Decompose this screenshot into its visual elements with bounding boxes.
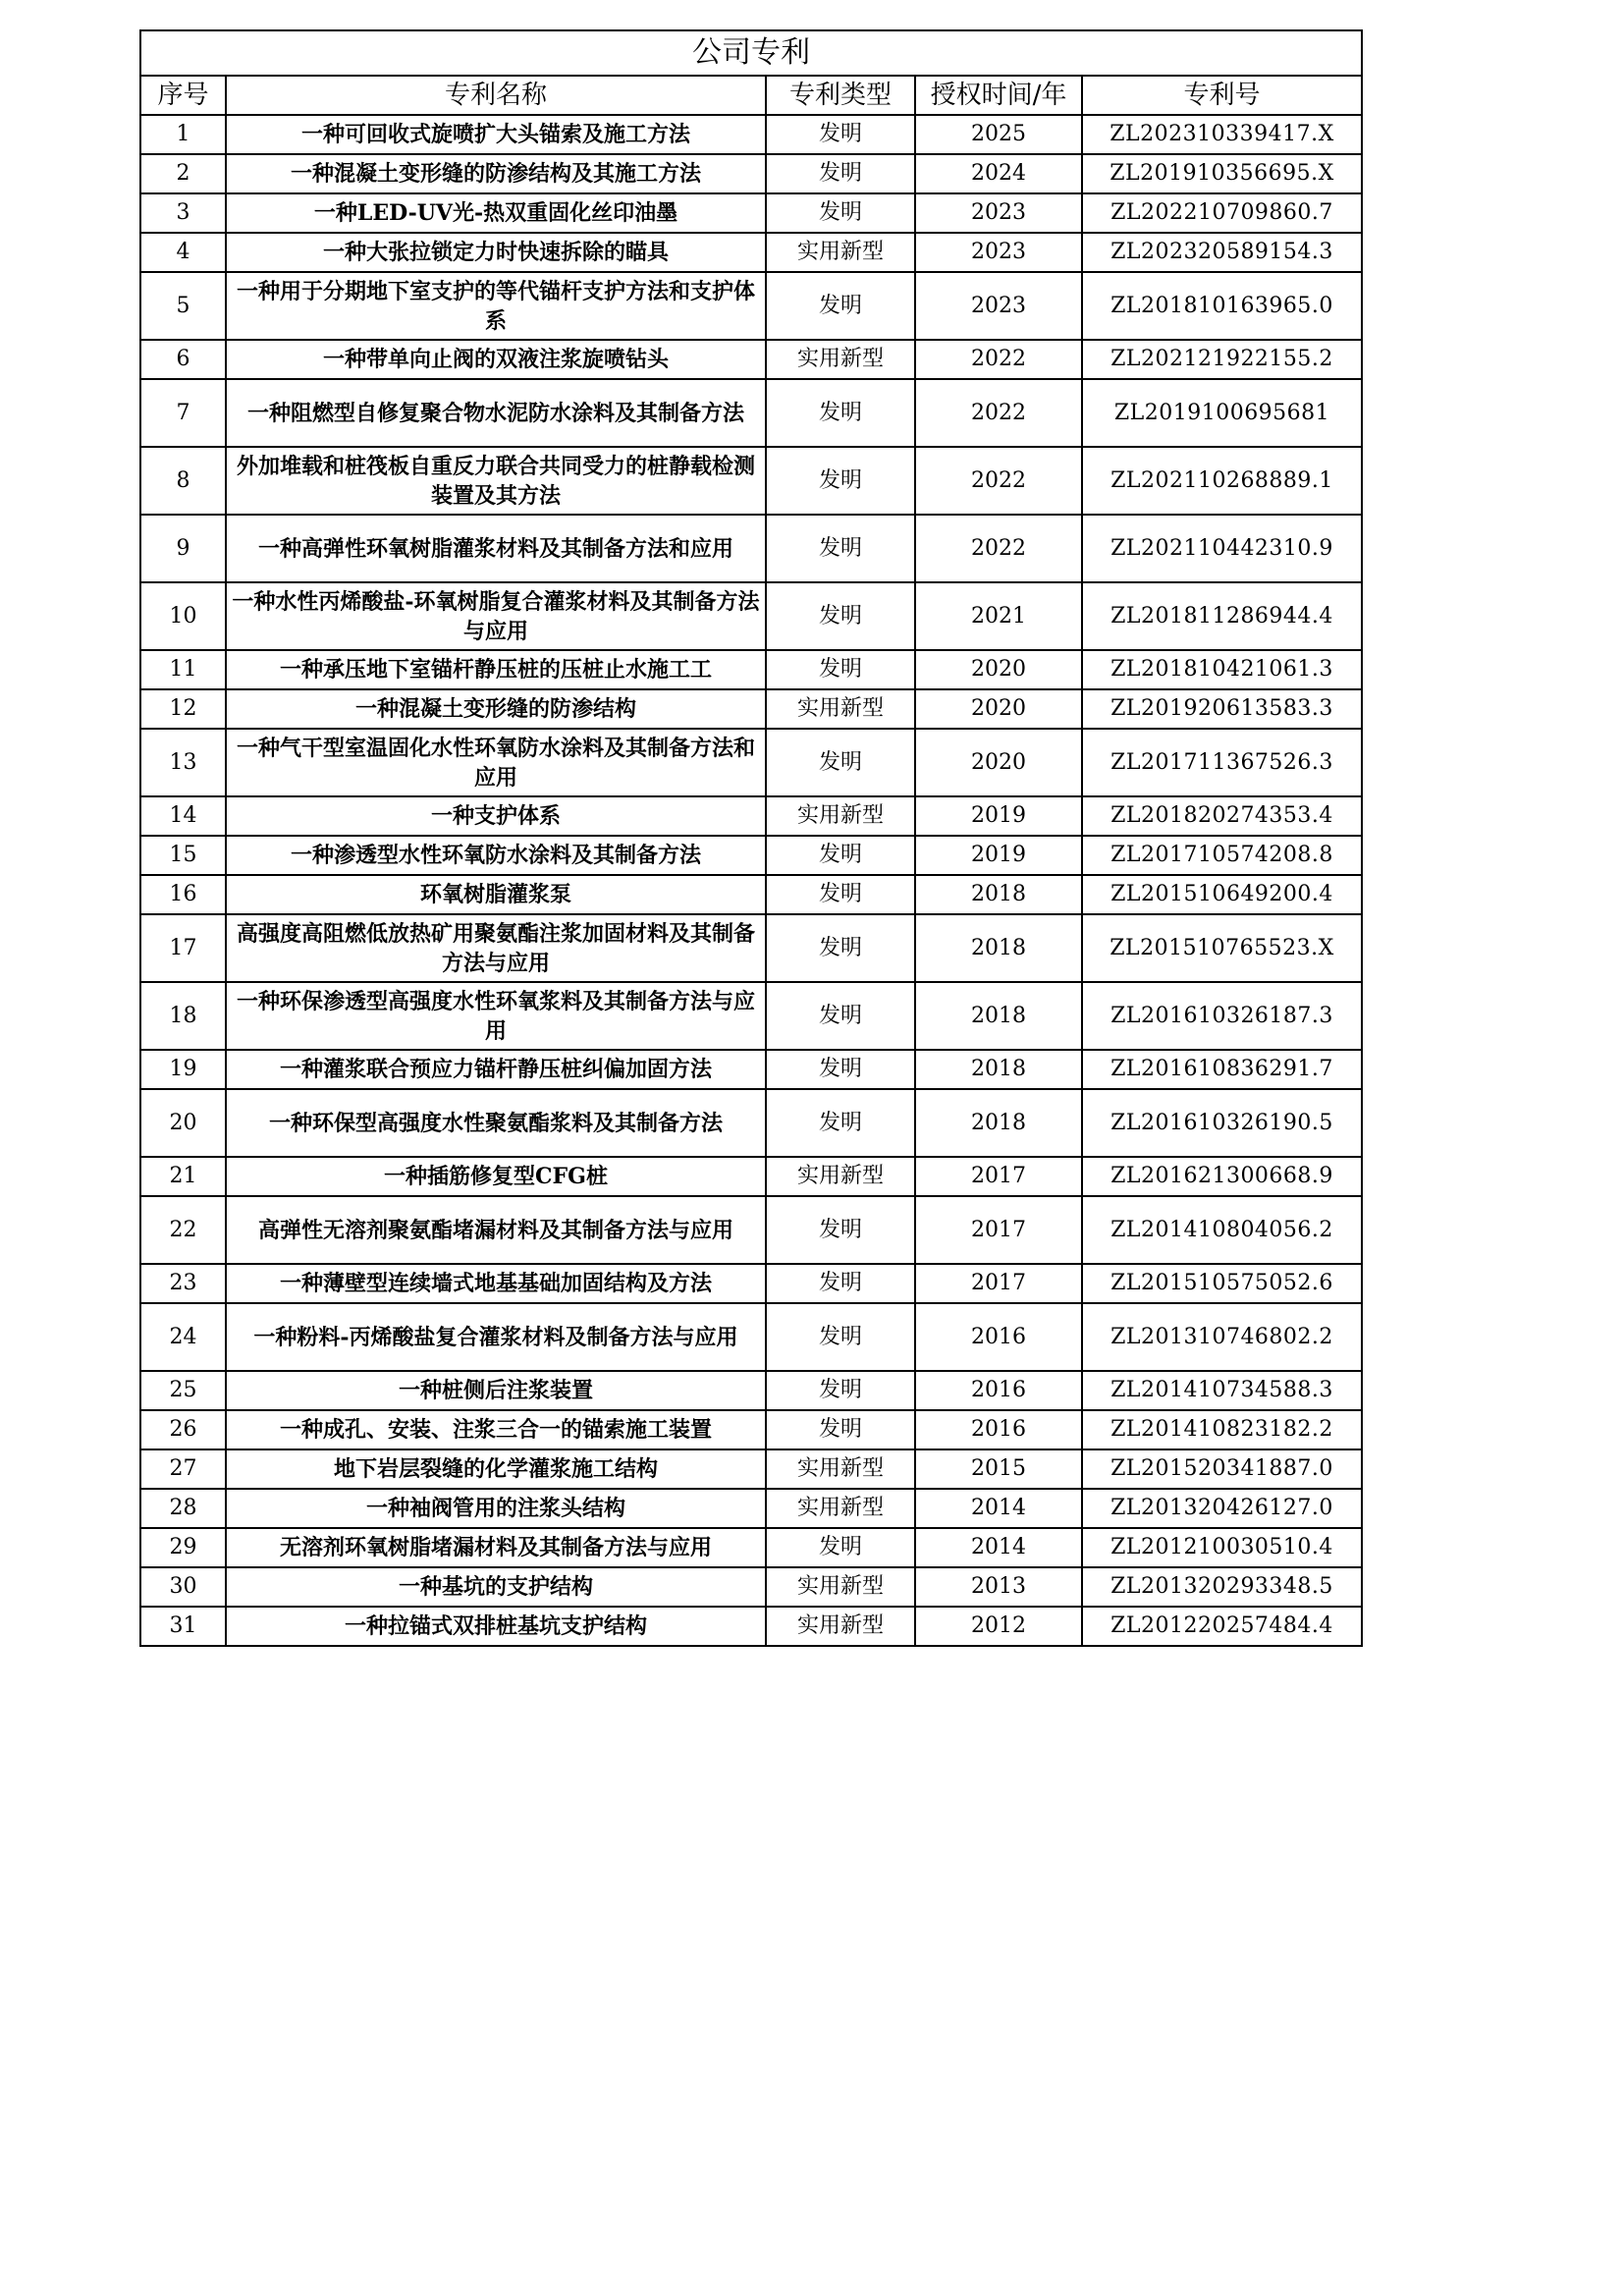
patent-type: 实用新型 [766, 796, 915, 836]
patent-type: 发明 [766, 914, 915, 982]
patent-number: ZL201210030510.4 [1082, 1528, 1362, 1567]
header-patent-no: 专利号 [1082, 76, 1362, 115]
grant-year: 2018 [915, 982, 1082, 1050]
row-number: 14 [140, 796, 226, 836]
patent-type: 发明 [766, 193, 915, 233]
patent-name: 一种混凝土变形缝的防渗结构 [226, 689, 766, 729]
patent-type: 发明 [766, 515, 915, 582]
table-row [140, 1567, 1362, 1607]
row-number: 23 [140, 1264, 226, 1303]
patent-number: ZL202110442310.9 [1082, 515, 1362, 582]
patent-name: 一种水性丙烯酸盐-环氧树脂复合灌浆材料及其制备方法与应用 [226, 582, 766, 650]
patent-type: 发明 [766, 447, 915, 515]
patent-type: 实用新型 [766, 689, 915, 729]
patent-type: 发明 [766, 650, 915, 689]
patent-name: 一种可回收式旋喷扩大头锚索及施工方法 [226, 115, 766, 154]
patent-number: ZL201610836291.7 [1082, 1050, 1362, 1089]
grant-year: 2025 [915, 115, 1082, 154]
patent-number: ZL202310339417.X [1082, 115, 1362, 154]
table-row [140, 1449, 1362, 1489]
patent-number: ZL202320589154.3 [1082, 233, 1362, 272]
row-number: 25 [140, 1371, 226, 1410]
patent-type: 发明 [766, 836, 915, 875]
table-row [140, 154, 1362, 193]
patent-number: ZL201320293348.5 [1082, 1567, 1362, 1607]
patent-number: ZL202121922155.2 [1082, 340, 1362, 379]
header-year: 授权时间/年 [915, 76, 1082, 115]
grant-year: 2023 [915, 233, 1082, 272]
patent-name: 高强度高阻燃低放热矿用聚氨酯注浆加固材料及其制备方法与应用 [226, 914, 766, 982]
table-row [140, 982, 1362, 1050]
row-number: 15 [140, 836, 226, 875]
patent-name: 地下岩层裂缝的化学灌浆施工结构 [226, 1449, 766, 1489]
table-row [140, 689, 1362, 729]
patent-number: ZL201811286944.4 [1082, 582, 1362, 650]
patent-type: 实用新型 [766, 340, 915, 379]
grant-year: 2020 [915, 729, 1082, 796]
table-row [140, 796, 1362, 836]
grant-year: 2019 [915, 836, 1082, 875]
table-row [140, 1371, 1362, 1410]
row-number: 30 [140, 1567, 226, 1607]
patent-type: 发明 [766, 1528, 915, 1567]
grant-year: 2018 [915, 1089, 1082, 1157]
grant-year: 2019 [915, 796, 1082, 836]
row-number: 1 [140, 115, 226, 154]
table-row [140, 1157, 1362, 1196]
patent-type: 发明 [766, 1410, 915, 1449]
patent-number: ZL201410804056.2 [1082, 1196, 1362, 1264]
patent-type: 发明 [766, 272, 915, 340]
row-number: 8 [140, 447, 226, 515]
row-number: 9 [140, 515, 226, 582]
grant-year: 2020 [915, 689, 1082, 729]
table-row [140, 233, 1362, 272]
patent-name: 一种承压地下室锚杆静压桩的压桩止水施工工 [226, 650, 766, 689]
header-type: 专利类型 [766, 76, 915, 115]
table-row [140, 582, 1362, 650]
table-row [140, 272, 1362, 340]
table-row [140, 729, 1362, 796]
row-number: 6 [140, 340, 226, 379]
patent-number: ZL201621300668.9 [1082, 1157, 1362, 1196]
row-number: 28 [140, 1489, 226, 1528]
patent-name: 一种桩侧后注浆装置 [226, 1371, 766, 1410]
patent-name: 一种用于分期地下室支护的等代锚杆支护方法和支护体系 [226, 272, 766, 340]
grant-year: 2016 [915, 1371, 1082, 1410]
patent-number: ZL201610326187.3 [1082, 982, 1362, 1050]
table-row [140, 1410, 1362, 1449]
patent-number: ZL201910356695.X [1082, 154, 1362, 193]
row-number: 31 [140, 1607, 226, 1646]
row-number: 4 [140, 233, 226, 272]
patent-type: 发明 [766, 1196, 915, 1264]
patent-number: ZL202210709860.7 [1082, 193, 1362, 233]
patent-type: 发明 [766, 1089, 915, 1157]
header-no: 序号 [140, 76, 226, 115]
table-row [140, 1528, 1362, 1567]
patent-number: ZL201920613583.3 [1082, 689, 1362, 729]
patent-type: 发明 [766, 115, 915, 154]
patent-name: 一种粉料-丙烯酸盐复合灌浆材料及制备方法与应用 [226, 1303, 766, 1371]
table-row [140, 1607, 1362, 1646]
patent-name: 一种拉锚式双排桩基坑支护结构 [226, 1607, 766, 1646]
patent-name: 一种支护体系 [226, 796, 766, 836]
patent-number: ZL201810421061.3 [1082, 650, 1362, 689]
patent-name: 一种灌浆联合预应力锚杆静压桩纠偏加固方法 [226, 1050, 766, 1089]
patent-type: 发明 [766, 582, 915, 650]
table-title: 公司专利 [140, 30, 1362, 76]
grant-year: 2018 [915, 875, 1082, 914]
row-number: 2 [140, 154, 226, 193]
patent-name: 一种LED-UV光-热双重固化丝印油墨 [226, 193, 766, 233]
patent-name: 一种大张拉锁定力时快速拆除的瞄具 [226, 233, 766, 272]
patent-number: ZL202110268889.1 [1082, 447, 1362, 515]
patent-type: 实用新型 [766, 1449, 915, 1489]
grant-year: 2016 [915, 1410, 1082, 1449]
patent-name: 一种混凝土变形缝的防渗结构及其施工方法 [226, 154, 766, 193]
patent-type: 发明 [766, 1303, 915, 1371]
table-row [140, 340, 1362, 379]
patent-number: ZL201510649200.4 [1082, 875, 1362, 914]
row-number: 19 [140, 1050, 226, 1089]
grant-year: 2016 [915, 1303, 1082, 1371]
patent-number: ZL201510765523.X [1082, 914, 1362, 982]
grant-year: 2014 [915, 1489, 1082, 1528]
patent-type: 发明 [766, 1264, 915, 1303]
patent-type: 发明 [766, 154, 915, 193]
patent-number: ZL201410823182.2 [1082, 1410, 1362, 1449]
grant-year: 2018 [915, 1050, 1082, 1089]
row-number: 17 [140, 914, 226, 982]
table-row [140, 193, 1362, 233]
patent-type: 实用新型 [766, 1489, 915, 1528]
table-row [140, 447, 1362, 515]
grant-year: 2022 [915, 515, 1082, 582]
patent-name: 一种环保渗透型高强度水性环氧浆料及其制备方法与应用 [226, 982, 766, 1050]
grant-year: 2015 [915, 1449, 1082, 1489]
table-row [140, 1489, 1362, 1528]
patent-number: ZL201711367526.3 [1082, 729, 1362, 796]
patent-type: 发明 [766, 729, 915, 796]
grant-year: 2017 [915, 1157, 1082, 1196]
row-number: 10 [140, 582, 226, 650]
patent-name: 一种基坑的支护结构 [226, 1567, 766, 1607]
patent-type: 实用新型 [766, 1157, 915, 1196]
patent-type: 发明 [766, 875, 915, 914]
patent-number: ZL201320426127.0 [1082, 1489, 1362, 1528]
patent-name: 一种插筋修复型CFG桩 [226, 1157, 766, 1196]
table-row [140, 1050, 1362, 1089]
patent-type: 发明 [766, 1050, 915, 1089]
table-row [140, 1264, 1362, 1303]
row-number: 24 [140, 1303, 226, 1371]
patent-number: ZL201610326190.5 [1082, 1089, 1362, 1157]
row-number: 11 [140, 650, 226, 689]
table-row [140, 115, 1362, 154]
grant-year: 2022 [915, 379, 1082, 447]
patent-number: ZL201520341887.0 [1082, 1449, 1362, 1489]
grant-year: 2017 [915, 1196, 1082, 1264]
patent-type: 实用新型 [766, 1607, 915, 1646]
row-number: 26 [140, 1410, 226, 1449]
patent-type: 实用新型 [766, 1567, 915, 1607]
patent-type: 发明 [766, 379, 915, 447]
table-row [140, 379, 1362, 447]
patent-name: 一种阻燃型自修复聚合物水泥防水涂料及其制备方法 [226, 379, 766, 447]
patent-name: 外加堆载和桩筏板自重反力联合共同受力的桩静载检测装置及其方法 [226, 447, 766, 515]
grant-year: 2024 [915, 154, 1082, 193]
patent-name: 一种袖阀管用的注浆头结构 [226, 1489, 766, 1528]
table-row [140, 1303, 1362, 1371]
table-row [140, 1089, 1362, 1157]
row-number: 13 [140, 729, 226, 796]
patent-type: 实用新型 [766, 233, 915, 272]
row-number: 20 [140, 1089, 226, 1157]
table-row [140, 836, 1362, 875]
patent-name: 一种带单向止阀的双液注浆旋喷钻头 [226, 340, 766, 379]
patent-name: 无溶剂环氧树脂堵漏材料及其制备方法与应用 [226, 1528, 766, 1567]
grant-year: 2021 [915, 582, 1082, 650]
row-number: 7 [140, 379, 226, 447]
patent-name: 一种环保型高强度水性聚氨酯浆料及其制备方法 [226, 1089, 766, 1157]
row-number: 29 [140, 1528, 226, 1567]
patent-type: 发明 [766, 982, 915, 1050]
table-row [140, 1196, 1362, 1264]
patent-name: 一种高弹性环氧树脂灌浆材料及其制备方法和应用 [226, 515, 766, 582]
patent-type: 发明 [766, 1371, 915, 1410]
row-number: 27 [140, 1449, 226, 1489]
table-row [140, 650, 1362, 689]
patent-name: 一种气干型室温固化水性环氧防水涂料及其制备方法和应用 [226, 729, 766, 796]
header-row [140, 76, 1362, 115]
grant-year: 2014 [915, 1528, 1082, 1567]
grant-year: 2013 [915, 1567, 1082, 1607]
patent-name: 一种薄壁型连续墙式地基基础加固结构及方法 [226, 1264, 766, 1303]
patent-number: ZL201810163965.0 [1082, 272, 1362, 340]
patent-number: ZL201510575052.6 [1082, 1264, 1362, 1303]
row-number: 5 [140, 272, 226, 340]
grant-year: 2018 [915, 914, 1082, 982]
grant-year: 2020 [915, 650, 1082, 689]
row-number: 18 [140, 982, 226, 1050]
table-row [140, 875, 1362, 914]
patent-name: 一种渗透型水性环氧防水涂料及其制备方法 [226, 836, 766, 875]
row-number: 12 [140, 689, 226, 729]
header-name: 专利名称 [226, 76, 766, 115]
row-number: 16 [140, 875, 226, 914]
patent-name: 一种成孔、安装、注浆三合一的锚索施工装置 [226, 1410, 766, 1449]
patent-number: ZL201820274353.4 [1082, 796, 1362, 836]
grant-year: 2023 [915, 193, 1082, 233]
patent-number: ZL201410734588.3 [1082, 1371, 1362, 1410]
grant-year: 2022 [915, 340, 1082, 379]
patent-number: ZL201310746802.2 [1082, 1303, 1362, 1371]
patent-table [139, 29, 1363, 1647]
row-number: 3 [140, 193, 226, 233]
row-number: 22 [140, 1196, 226, 1264]
patent-number: ZL201220257484.4 [1082, 1607, 1362, 1646]
table-row [140, 914, 1362, 982]
patent-number: ZL201710574208.8 [1082, 836, 1362, 875]
table-row [140, 515, 1362, 582]
grant-year: 2022 [915, 447, 1082, 515]
row-number: 21 [140, 1157, 226, 1196]
grant-year: 2012 [915, 1607, 1082, 1646]
patent-name: 环氧树脂灌浆泵 [226, 875, 766, 914]
grant-year: 2023 [915, 272, 1082, 340]
grant-year: 2017 [915, 1264, 1082, 1303]
patent-number: ZL2019100695681 [1082, 379, 1362, 447]
patent-name: 高弹性无溶剂聚氨酯堵漏材料及其制备方法与应用 [226, 1196, 766, 1264]
